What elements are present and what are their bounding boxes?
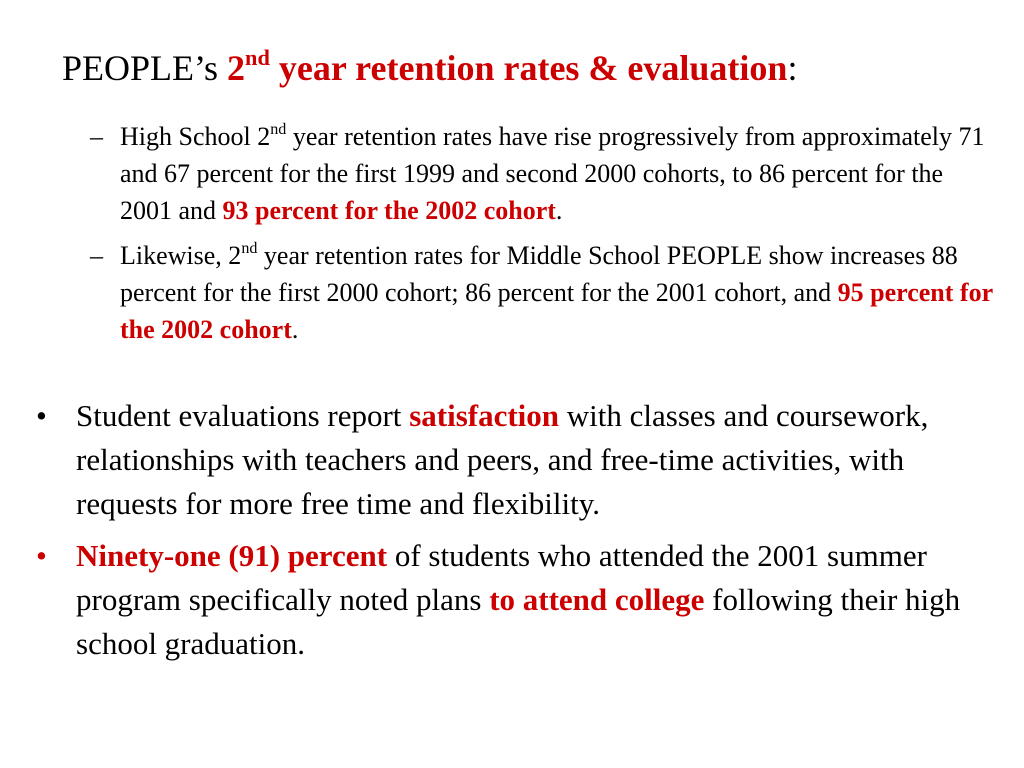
sub-bullet-text: year retention rates for Middle School PEOPLE show increases 88 percent for the first 2000 cohort; 86 percent for the 2001 cohort, and <box>120 241 958 307</box>
main-bullet-list <box>36 394 996 674</box>
sub-bullet-highlight: 95 percent for the 2002 cohort <box>120 278 993 344</box>
main-bullet-college <box>36 534 996 666</box>
main-bullet-highlight: to attend college <box>489 582 705 617</box>
dash-marker: – <box>90 241 103 270</box>
main-bullet-text: following their high school graduation. <box>76 582 961 661</box>
main-bullet-text: of students who attended the 2001 summer program specifically noted plans <box>76 538 927 617</box>
sub-bullet-text: High School 2 <box>120 122 271 151</box>
title-highlight-number <box>227 44 788 88</box>
title-prefix: PEOPLE’s <box>62 48 228 88</box>
main-bullet-highlight: satisfaction <box>409 398 560 433</box>
sub-bullet-text: year retention rates have rise progressively from approximately 71 and 67 percent for the first 1999 and second 2000 cohorts, to 86 percent for the 2001 and <box>120 122 985 225</box>
sub-bullet-middle-school <box>90 237 1000 348</box>
bullet-marker: • <box>36 398 47 433</box>
main-bullet-satisfaction <box>36 394 996 526</box>
title-sup: nd <box>245 44 270 70</box>
title-num: 2 <box>227 48 246 88</box>
bullet-marker: • <box>36 538 47 573</box>
sub-bullet-sup: nd <box>270 121 287 139</box>
sub-bullet-highlight: 93 percent for the 2002 cohort <box>222 196 556 225</box>
main-bullet-text: with classes and coursework, relationships with teachers and peers, and free-time activities, with requests for more free time and flexibility. <box>76 398 929 521</box>
main-bullet-highlight: Ninety-one (91) percent <box>76 538 388 573</box>
main-bullet-text: Student evaluations report <box>76 398 410 433</box>
dash-marker: – <box>90 122 103 151</box>
sub-bullet-high-school <box>90 118 1000 229</box>
title-suffix: : <box>787 48 798 88</box>
slide-title <box>62 44 797 92</box>
title-highlight: year retention rates & evaluation <box>269 48 788 88</box>
sub-bullet-text: . <box>291 315 299 344</box>
sub-bullet-sup: nd <box>241 240 258 258</box>
sub-bullet-text: Likewise, 2 <box>120 241 242 270</box>
sub-bullet-text: . <box>555 196 563 225</box>
sub-bullet-list <box>90 118 1000 356</box>
